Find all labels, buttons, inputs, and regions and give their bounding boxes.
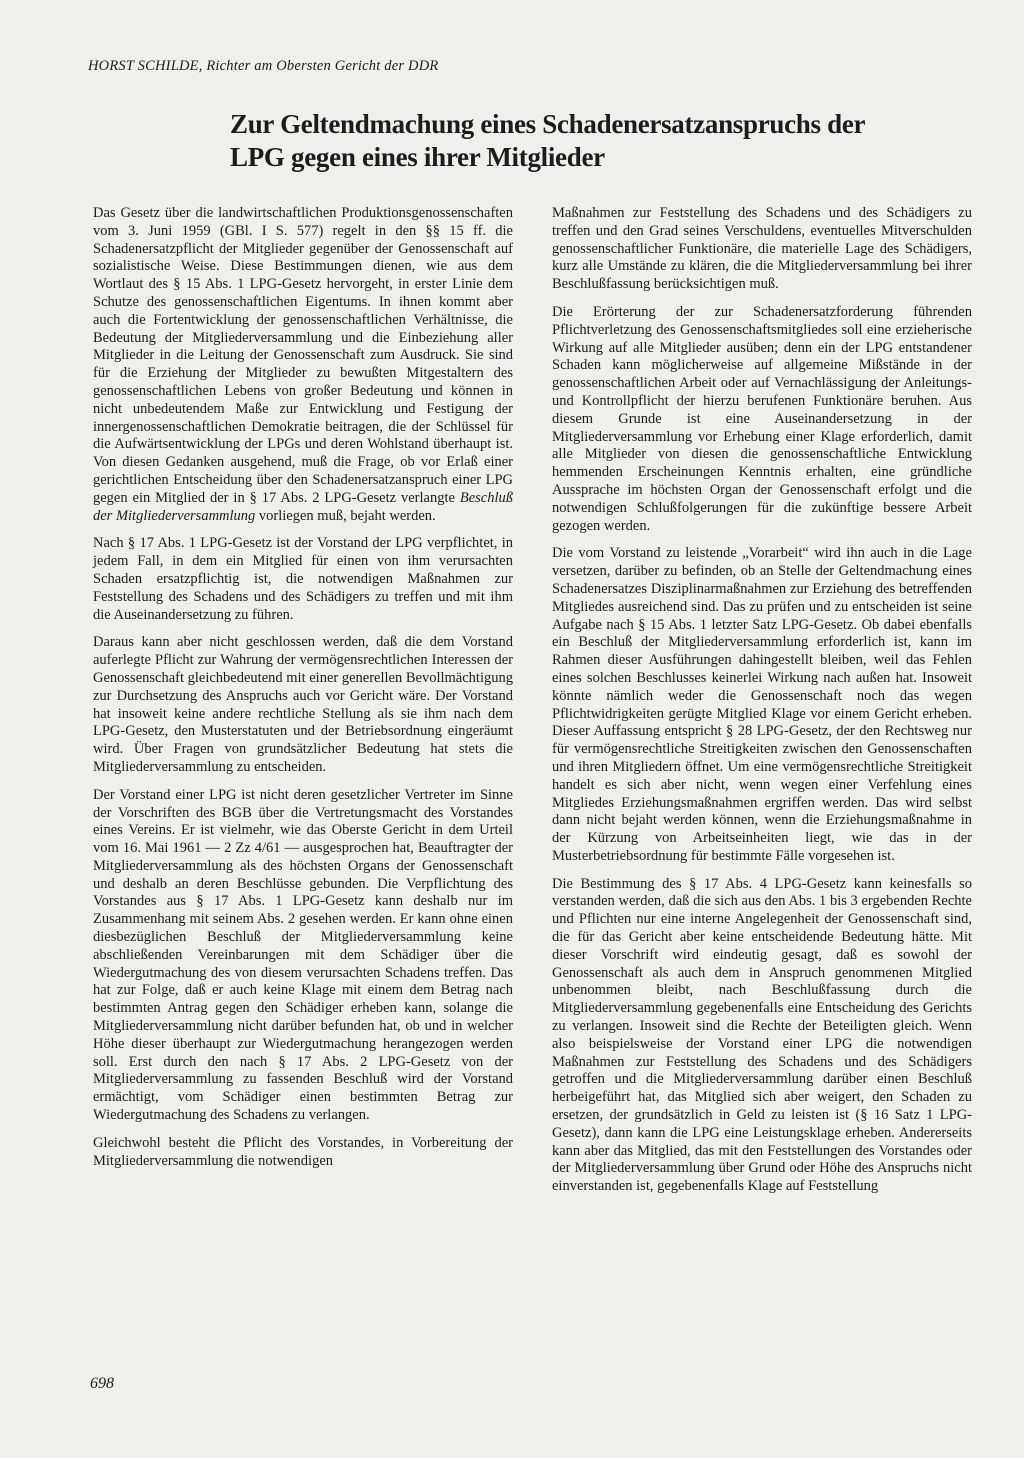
paragraph-text: vorliegen muß, bejaht werden. xyxy=(258,507,436,524)
paragraph: Gleichwohl besteht die Pflicht des Vorstandes, in Vorbereitung der Mitgliederversammlung die notwendigen xyxy=(93,1134,513,1169)
left-column xyxy=(93,205,513,1180)
paragraph: Die vom Vorstand zu leistende „Vorarbeit“ wird ihn auch in die Lage versetzen, darüber zu befinden, ob an Stelle der Geltendmachung eines Schadenersatzes Disziplinarmaßnahmen zur Erziehung des betreffenden Mitgliedes ausreichend sind. Das zu prüfen und zu entscheiden ist seine Aufgabe nach § 15 Abs. 1 letzter Satz LPG-Gesetz. Ob dabei ebenfalls ein Beschluß der Mitgliederversammlung erforderlich ist, kann im Rahmen dieser Ausführungen dahingestellt bleiben, weil das Fehlen eines solchen Beschlusses keinerlei Wirkung nach außen hat. Insoweit könnte nämlich weder die Genossenschaft noch das wegen Pflichtwidrigkeiten gerügte Mitglied Klage vor einem Gericht erheben. Dieser Auffassung entspricht § 28 LPG-Gesetz, der den Rechtsweg nur für vermögensrechtliche Streitigkeiten zwischen den Genossenschaften und ihren Mitgliedern öffnet. Um eine vermögensrechtliche Streitigkeit handelt es sich aber nicht, wenn wegen einer Verfehlung eines Mitgliedes Erziehungsmaßnahmen ergriffen werden. Das wird selbst dann nicht bejaht werden können, wenn die Erziehungsmaßnahme in der Kürzung von Arbeitseinheiten liegt, wie das in der Musterbetriebsordnung für bestimmte Fälle vorgesehen ist. xyxy=(552,545,972,864)
right-column xyxy=(552,205,972,1206)
paragraph: Die Bestimmung des § 17 Abs. 4 LPG-Gesetz kann keinesfalls so verstanden werden, daß die sich aus den Abs. 1 bis 3 ergebenden Rechte und Pflichten nur eine interne Angelegenheit der Genossenschaft sind, die für das Gericht aber keine entscheidende Bedeutung hätte. Mit dieser Vorschrift wird eindeutig gesagt, daß es sowohl der Genossenschaft als auch dem in Anspruch genommenen Mitglied unbenommen bleibt, nach Beschlußfassung durch die Mitgliederversammlung gegebenenfalls eine Entscheidung des Gerichts zu verlangen. Insoweit sind die Rechte der Beteiligten gleich. Wenn also beispielsweise der Vorstand einer LPG die notwendigen Maßnahmen zur Feststellung des Schadens und des Schädigers getroffen und die Mitgliederversammlung darüber einen Beschluß herbeigeführt hat, das Mitglied sich aber weigert, den Schaden zu ersetzen, der grundsätzlich in Geld zu leisten ist (§ 16 Satz 1 LPG-Gesetz), dann kann die LPG eine Leistungsklage erheben. Andererseits kann aber das Mitglied, das mit den Feststellungen des Vorstandes oder der Mitgliederversammlung über Grund oder Höhe des Anspruchs nicht einverstanden ist, gegebenenfalls Klage auf Feststellung xyxy=(552,875,972,1195)
paragraph: Daraus kann aber nicht geschlossen werden, daß die dem Vorstand auferlegte Pflicht zur Wahrung der vermögensrechtlichen Interessen der Genossenschaft gleichbedeutend mit einer generellen Bevollmächtigung zur Durchsetzung des Anspruchs auch vor Gericht wäre. Der Vorstand hat insoweit keine andere rechtliche Stellung als sie ihm nach dem LPG-Gesetz, den Musterstatuten und der Betriebsordnung eingeräumt wird. Über Fragen von grundsätzlicher Bedeutung hat stets die Mitgliederversammlung zu entscheiden. xyxy=(93,634,513,775)
paragraph: Maßnahmen zur Feststellung des Schadens und des Schädigers zu treffen und den Grad seines Verschuldens, eventuelles Mitverschulden genossenschaftlicher Funktionäre, die materielle Lage des Schädigers, kurz alle Umstände zu klären, die die Mitgliederversammlung bei ihrer Beschlußfassung berücksichtigen muß. xyxy=(552,205,972,293)
author-line: HORST SCHILDE, Richter am Obersten Gericht der DDR xyxy=(88,58,439,74)
paragraph: Die Erörterung der zur Schadenersatzforderung führenden Pflichtverletzung des Genossenschaftsmitgliedes soll eine erzieherische Wirkung auf alle Mitglieder ausüben; denn ein der LPG entstandener Schaden kann möglicherweise auf allgemeine Mißstände in der genossenschaftlichen Arbeit oder auf Vernachlässigung der Anleitungs- und Kontrollpflicht der hierzu berufenen Funktionäre beruhen. Aus diesem Grunde ist eine Auseinandersetzung in der Mitgliederversammlung vor Erhebung einer Klage erforderlich, damit alle Mitglieder von diesen die genossenschaftliche Entwicklung hemmenden Erscheinungen Kenntnis erhalten, eine gründliche Aussprache im höchsten Organ der Genossenschaft erfolgt und die notwendigen Schlußfolgerungen für die zukünftige bessere Arbeit gezogen werden. xyxy=(552,303,972,534)
paragraph xyxy=(93,205,513,525)
article-title: Zur Geltendmachung eines Schadenersatzanspruchs der LPG gegen eines ihrer Mitglieder xyxy=(230,109,865,172)
page-number: 698 xyxy=(90,1375,114,1392)
paragraph-text: Das Gesetz über die landwirtschaftlichen Produktionsgenossenschaften vom 3. Juni 1959 (GBl. I S. 577) regelt in den §§ 15 ff. die Schadenersatzpflicht der Mitglieder gegenüber der Genossenschaft auf sozialistische Weise. Diese Bestimmungen dienen, wie aus dem Wortlaut des § 15 Abs. 1 LPG-Gesetz hervorgeht, in erster Linie dem Schutze des genossenschaftlichen Eigentums. In ihnen kommt aber auch die Fortentwicklung der genossenschaftlichen Verhältnisse, die Bedeutung der Mitgliederversammlung und die Einbeziehung aller Mitglieder in die Leitung der Genossenschaft zum Ausdruck. Sie sind für die Erziehung der Mitglieder zu bewußten Mitgestaltern des genossenschaftlichen Lebens von großer Bedeutung und können in nicht unbedeutendem Maße zur Entwicklung und Festigung der innergenossenschaftlichen Demokratie beitragen, die der Schlüssel für die Aufwärtsentwicklung der LPGs und deren Wohlstand überhaupt ist. Von diesen Gedanken ausgehend, muß die Frage, ob vor Erlaß einer gerichtlichen Entscheidung über den Schadenersatzanspruch einer LPG gegen ein Mitglied der in § 17 Abs. 2 LPG-Gesetz verlangte xyxy=(93,205,513,506)
emphasis-text: Beschluß der Mitgliederversammlung xyxy=(93,489,513,524)
paragraph: Der Vorstand einer LPG ist nicht deren gesetzlicher Vertreter im Sinne der Vorschriften des BGB über die Vertretungsmacht des Vorstandes eines Vereins. Er ist vielmehr, wie das Oberste Gericht in dem Urteil vom 16. Mai 1961 — 2 Zz 4/61 — ausgesprochen hat, Beauftragter der Mitgliederversammlung als des höchsten Organs der Genossenschaft und deshalb an deren Beschlüsse gebunden. Die Verpflichtung des Vorstandes aus § 17 Abs. 1 LPG-Gesetz kann deshalb nur im Zusammenhang mit seinem Abs. 2 gesehen werden. Er kann ohne einen diesbezüglichen Beschluß der Mitgliederversammlung keine abschließenden Vereinbarungen mit dem Schädiger über die Wiedergutmachung des von diesem verursachten Schadens treffen. Das hat zur Folge, daß er auch keine Klage mit einem dem Betrag nach bestimmten Antrag gegen den Schädiger erheben kann, solange die Mitgliederversammlung nicht darüber befunden hat, ob und in welcher Höhe dieser überhaupt zur Wiedergutmachung herangezogen werden soll. Erst durch den nach § 17 Abs. 2 LPG-Gesetz von der Mitgliederversammlung zu fassenden Beschluß wird der Vorstand ermächtigt, vom Schädiger einen bestimmten Betrag zur Wiedergutmachung des Schadens zu verlangen. xyxy=(93,786,513,1124)
paragraph: Nach § 17 Abs. 1 LPG-Gesetz ist der Vorstand der LPG verpflichtet, in jedem Fall, in dem ein Mitglied für einen von ihm verursachten Schaden ersatzpflichtig ist, die notwendigen Maßnahmen zur Feststellung des Schadens und des Schädigers zu treffen und mit ihm die Auseinandersetzung zu führen. xyxy=(93,535,513,623)
